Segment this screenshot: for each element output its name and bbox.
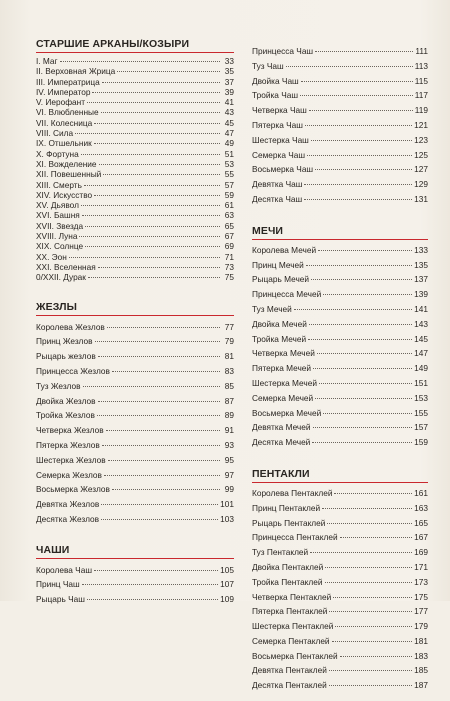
dot-leader [94,188,220,196]
entry-label: Двойка Мечей [252,318,307,329]
entry-page-number: 159 [414,437,428,448]
dot-leader [112,361,220,372]
entry-page-number: 81 [224,351,234,362]
dot-leader [85,219,220,227]
dot-leader [104,465,220,476]
entry-label: Рыцарь Мечей [252,274,310,285]
entry-label: Королева Чаш [36,564,92,575]
entry-label: XXI. Вселенная [36,261,96,272]
entry-label: Туз Чаш [252,60,284,71]
entry-label: Десятка Жезлов [36,513,100,524]
entry-page-number: 109 [220,594,234,605]
entry-page-number: 163 [414,502,428,513]
dot-leader [335,619,412,627]
dot-leader [300,88,413,96]
entry-label: Девятка Мечей [252,422,311,433]
toc-entry [252,272,428,287]
entry-page-number: 181 [414,635,428,646]
dot-leader [313,361,412,369]
toc-entry [252,332,428,347]
dot-leader [315,391,412,399]
entry-page-number: 143 [414,318,428,329]
entry-label: Принц Пентаклей [252,502,321,513]
entry-page-number: 115 [414,75,428,86]
entry-label: Рыцарь жезлов [36,351,96,362]
section-cups [36,544,234,606]
entry-label: Семерка Чаш [252,149,306,160]
entry-label: Четверка Пентаклей [252,591,332,602]
dot-leader [94,116,220,124]
entry-label: Четверка Жезлов [36,425,104,436]
entry-page-number: 63 [224,210,234,221]
entry-page-number: 35 [224,66,234,77]
toc-list [252,44,428,207]
toc-entry [252,192,428,207]
entry-page-number: 127 [414,164,428,175]
dot-leader [325,575,413,583]
dot-leader [106,420,220,431]
toc-entry [252,560,428,575]
entry-label: Туз Жезлов [36,380,81,391]
dot-leader [329,678,412,686]
dot-leader [85,239,220,247]
toc-entry [252,118,428,133]
entry-label: Шестерка Пентаклей [252,621,334,632]
dot-leader [308,332,412,340]
entry-label: Королева Мечей [252,244,317,255]
entry-label: XVI. Башня [36,210,80,221]
entry-page-number: 39 [224,86,234,97]
entry-label: Девятка Жезлов [36,499,100,510]
entry-label: Восьмерка Пентаклей [252,650,338,661]
entry-page-number: 45 [224,117,234,128]
dot-leader [97,405,220,416]
entry-page-number: 67 [224,231,234,242]
entry-page-number: 147 [414,348,428,359]
dot-leader [333,590,412,598]
left-column [36,38,234,614]
section-wands [36,301,234,526]
dot-leader [306,258,412,266]
entry-label: Четверка Мечей [252,348,315,359]
entry-page-number: 173 [414,576,428,587]
toc-entry [252,74,428,89]
dot-leader [311,133,412,141]
dot-leader [294,302,412,310]
entry-label: XIII. Смерть [36,179,82,190]
entry-page-number: 185 [414,665,428,676]
entry-page-number: 145 [414,333,428,344]
entry-page-number: 69 [224,241,234,252]
dot-leader [83,376,220,387]
dot-leader [98,260,220,268]
entry-label: Девятка Чаш [252,179,303,190]
entry-label: Десятка Чаш [252,193,303,204]
entry-label: Принц Мечей [252,259,304,270]
entry-label: XV. Дьявол [36,200,79,211]
toc-entry [252,243,428,258]
entry-page-number: 101 [220,499,234,510]
entry-page-number: 73 [224,261,234,272]
entry-page-number: 71 [224,251,234,262]
section-title: ПЕНТАКЛИ [252,468,428,483]
dot-leader [79,229,220,237]
entry-page-number: 43 [224,107,234,118]
entry-page-number: 133 [414,244,428,255]
dot-leader [340,530,413,538]
entry-page-number: 137 [414,274,428,285]
entry-page-number: 171 [414,561,428,572]
entry-page-number: 33 [224,56,234,66]
dot-leader [101,105,220,113]
toc-entry [252,501,428,516]
entry-page-number: 141 [414,303,428,314]
toc-entry [252,435,428,450]
dot-leader [311,272,412,280]
toc-entry [36,511,234,526]
toc-entry [36,591,234,606]
entry-label: Двойка Жезлов [36,395,96,406]
entry-label: VII. Колесница [36,117,93,128]
toc-entry [252,361,428,376]
entry-label: Рыцарь Пентаклей [252,517,326,528]
entry-label: XII. Повешенный [36,169,102,180]
section-cups-continued [252,44,428,207]
entry-label: Семерка Мечей [252,392,314,403]
entry-page-number: 161 [414,487,428,498]
dot-leader [60,54,220,62]
entry-page-number: 57 [224,179,234,190]
entry-label: Принцесса Чаш [252,46,314,56]
dot-leader [87,95,220,103]
dot-leader [317,346,412,354]
entry-label: I. Маг [36,56,58,66]
toc-entry [252,258,428,273]
toc-list [252,486,428,693]
entry-label: Принц Чаш [36,579,80,590]
section-title: МЕЧИ [252,225,428,240]
entry-label: Тройка Пентаклей [252,576,323,587]
entry-page-number: 151 [414,377,428,388]
dot-leader [304,177,412,185]
section-title: ЖЕЗЛЫ [36,301,234,316]
entry-page-number: 153 [414,392,428,403]
entry-page-number: 99 [224,484,234,495]
entry-label: V. Иерофант [36,97,86,108]
entry-label: IX. Отшельник [36,138,92,149]
entry-label: Принцесса Пентаклей [252,532,338,543]
dot-leader [329,604,412,612]
entry-page-number: 157 [414,422,428,433]
entry-page-number: 95 [224,454,234,465]
entry-page-number: 59 [224,189,234,200]
entry-page-number: 167 [414,532,428,543]
dot-leader [99,157,220,165]
toc-entry [252,177,428,192]
entry-label: XVII. Звезда [36,220,84,231]
dot-leader [309,317,412,325]
entry-label: Принцесса Жезлов [36,365,110,376]
dot-leader [117,64,220,72]
dot-leader [101,494,218,505]
toc-entry [252,649,428,664]
entry-page-number: 177 [414,606,428,617]
entry-label: II. Верховная Жрица [36,66,116,77]
dot-leader [286,59,413,67]
dot-leader [334,486,412,494]
right-column [252,44,428,701]
toc-entry [252,44,428,59]
dot-leader [103,167,220,175]
dot-leader [315,44,413,52]
entry-page-number: 121 [414,119,428,130]
entry-page-number: 119 [414,105,428,116]
dot-leader [101,509,218,520]
entry-page-number: 65 [224,220,234,231]
toc-entry [252,287,428,302]
entry-page-number: 79 [224,336,234,347]
dot-leader [329,663,412,671]
entry-label: Принцесса Мечей [252,289,322,300]
section-title: ЧАШИ [36,544,234,559]
dot-leader [312,435,412,443]
section-pentacles [252,468,428,693]
entry-page-number: 113 [414,60,428,71]
entry-page-number: 77 [224,321,234,332]
toc-entry [252,590,428,605]
entry-label: 0/XXII. Дурак [36,272,86,283]
toc-entry [252,148,428,163]
entry-page-number: 89 [224,410,234,421]
entry-label: Восьмерка Жезлов [36,484,110,495]
entry-label: Пятерка Пентаклей [252,606,328,617]
entry-page-number: 183 [414,650,428,661]
entry-page-number: 47 [224,128,234,139]
entry-label: XIX. Солнце [36,241,84,252]
toc-entry [252,663,428,678]
entry-page-number: 175 [414,591,428,602]
entry-page-number: 97 [224,469,234,480]
dot-leader [318,243,412,251]
entry-page-number: 123 [414,134,428,145]
entry-label: Семерка Пентаклей [252,635,330,646]
entry-label: VI. Влюбленные [36,107,99,118]
dot-leader [305,118,412,126]
entry-page-number: 37 [224,76,234,87]
entry-page-number: 111 [415,46,428,56]
dot-leader [323,287,412,295]
dot-leader [102,75,220,83]
entry-label: X. Фортуна [36,148,79,159]
entry-label: XVIII. Луна [36,231,78,242]
dot-leader [325,560,412,568]
entry-label: Туз Мечей [252,303,292,314]
entry-page-number: 53 [224,158,234,169]
entry-page-number: 87 [224,395,234,406]
dot-leader [304,192,412,200]
dot-leader [69,250,220,258]
entry-page-number: 105 [220,564,234,575]
entry-page-number: 135 [414,259,428,270]
toc-list [36,319,234,526]
entry-label: VIII. Сила [36,128,74,139]
entry-label: Тройка Жезлов [36,410,95,421]
entry-page-number: 165 [414,517,428,528]
dot-leader [315,162,412,170]
toc-entry [252,88,428,103]
entry-page-number: 129 [414,179,428,190]
entry-label: Королева Жезлов [36,321,105,332]
entry-label: Пятерка Жезлов [36,439,100,450]
toc-entry [252,346,428,361]
dot-leader [82,208,220,216]
section-title: СТАРШИЕ АРКАНЫ/КОЗЫРИ [36,38,234,53]
entry-label: XI. Вожделение [36,158,97,169]
entry-label: Шестерка Мечей [252,377,317,388]
dot-leader [81,198,220,206]
dot-leader [112,479,220,490]
entry-label: Тройка Мечей [252,333,307,344]
toc-entry [252,376,428,391]
dot-leader [301,74,413,82]
entry-label: Четверка Чаш [252,105,307,116]
entry-page-number: 107 [220,579,234,590]
entry-page-number: 155 [414,407,428,418]
section-swords [252,225,428,450]
toc-entry [252,545,428,560]
entry-label: Тройка Чаш [252,90,298,101]
dot-leader [88,270,220,278]
entry-page-number: 49 [224,138,234,149]
toc-entry [252,162,428,177]
entry-label: XX. Эон [36,251,67,262]
dot-leader [319,376,412,384]
entry-label: Восьмерка Мечей [252,407,322,418]
entry-page-number: 51 [224,148,234,159]
toc-entry [252,302,428,317]
entry-label: Пятерка Чаш [252,119,303,130]
toc-entry [252,317,428,332]
toc-entry [252,133,428,148]
dot-leader [309,103,413,111]
entry-page-number: 93 [224,439,234,450]
entry-label: XIV. Искусство [36,189,93,200]
entry-page-number: 117 [414,90,428,101]
entry-label: III. Императрица [36,76,100,87]
entry-label: Туз Пентаклей [252,547,309,558]
entry-page-number: 149 [414,363,428,374]
entry-page-number: 85 [224,380,234,391]
toc-entry [252,604,428,619]
entry-page-number: 169 [414,547,428,558]
toc-entry [252,420,428,435]
toc-entry [252,103,428,118]
dot-leader [322,501,412,509]
toc-entry [252,678,428,693]
entry-page-number: 55 [224,169,234,180]
entry-page-number: 61 [224,200,234,211]
toc-entry [252,530,428,545]
entry-label: Двойка Пентаклей [252,561,324,572]
dot-leader [81,147,220,155]
entry-page-number: 83 [224,365,234,376]
entry-label: Королева Пентаклей [252,487,333,498]
dot-leader [332,634,413,642]
entry-page-number: 125 [414,149,428,160]
entry-page-number: 187 [414,680,428,691]
toc-entry [252,59,428,74]
entry-page-number: 41 [224,97,234,108]
toc-list [36,562,234,606]
dot-leader [95,331,220,342]
toc-list [36,56,234,283]
entry-page-number: 179 [414,621,428,632]
toc-entry [252,619,428,634]
dot-leader [107,317,220,328]
dot-leader [340,649,413,657]
dot-leader [92,85,220,93]
dot-leader [98,391,220,402]
dot-leader [87,589,218,600]
dot-leader [98,346,220,357]
dot-leader [102,435,220,446]
dot-leader [84,178,220,186]
entry-label: Принц Жезлов [36,336,93,347]
toc-entry [252,575,428,590]
dot-leader [323,406,412,414]
entry-label: Рыцарь Чаш [36,594,85,605]
entry-label: Двойка Чаш [252,75,299,86]
toc-entry [252,634,428,649]
dot-leader [82,574,219,585]
dot-leader [307,148,412,156]
toc-entry [252,391,428,406]
dot-leader [94,136,220,144]
entry-label: Шестерка Чаш [252,134,309,145]
entry-label: Восьмерка Чаш [252,164,314,175]
entry-label: Девятка Пентаклей [252,665,327,676]
toc-entry [36,272,234,282]
toc-entry [252,486,428,501]
dot-leader [108,450,220,461]
section-major-arcana [36,38,234,283]
entry-page-number: 103 [220,513,234,524]
entry-label: Десятка Пентаклей [252,680,327,691]
entry-page-number: 139 [414,289,428,300]
dot-leader [313,420,413,428]
dot-leader [75,126,220,134]
entry-label: Семерка Жезлов [36,469,102,480]
entry-label: Десятка Мечей [252,437,311,448]
dot-leader [310,545,412,553]
entry-label: Пятерка Мечей [252,363,312,374]
dot-leader [327,516,412,524]
toc-entry [252,406,428,421]
entry-page-number: 131 [414,193,428,204]
entry-label: Шестерка Жезлов [36,454,106,465]
toc-entry [252,516,428,531]
entry-page-number: 75 [224,272,234,283]
dot-leader [94,560,218,571]
entry-page-number: 91 [224,425,234,436]
toc-list [252,243,428,450]
entry-label: IV. Император [36,86,91,97]
